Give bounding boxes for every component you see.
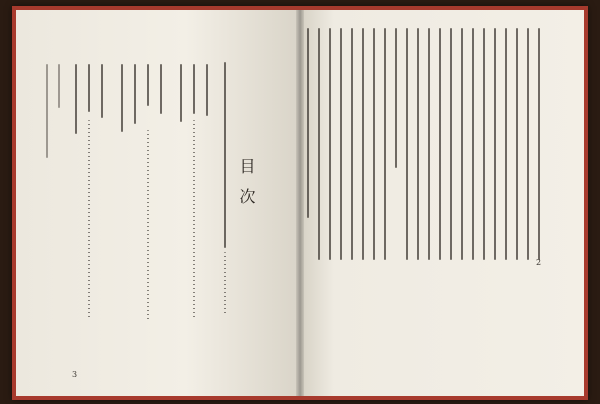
toc-entry-line [121, 64, 123, 132]
toc-entry-line [58, 64, 60, 108]
toc-entry-line [193, 64, 195, 114]
toc-leader-dots [193, 120, 195, 320]
toc-entry-line [134, 64, 136, 124]
book-spine [296, 10, 304, 396]
open-book [12, 6, 588, 400]
toc-entry-line [206, 64, 208, 116]
toc-entry-line [46, 64, 48, 158]
toc-leader-dots [147, 130, 149, 320]
toc-leader-dots [88, 120, 90, 320]
toc-entry-line [180, 64, 182, 122]
right-page-preface [300, 10, 584, 396]
toc-entry-line [147, 64, 149, 106]
toc-leader-dots [224, 252, 226, 314]
toc-entry-line [75, 64, 77, 134]
toc-entry-line [224, 62, 226, 248]
toc-entry-line [101, 64, 103, 118]
page-number-right: 2 [536, 258, 542, 267]
page-number-left: 3 [72, 370, 78, 379]
toc-heading: 目次 [237, 158, 256, 218]
toc-entry-line [88, 64, 90, 112]
toc-entry-line [160, 64, 162, 114]
